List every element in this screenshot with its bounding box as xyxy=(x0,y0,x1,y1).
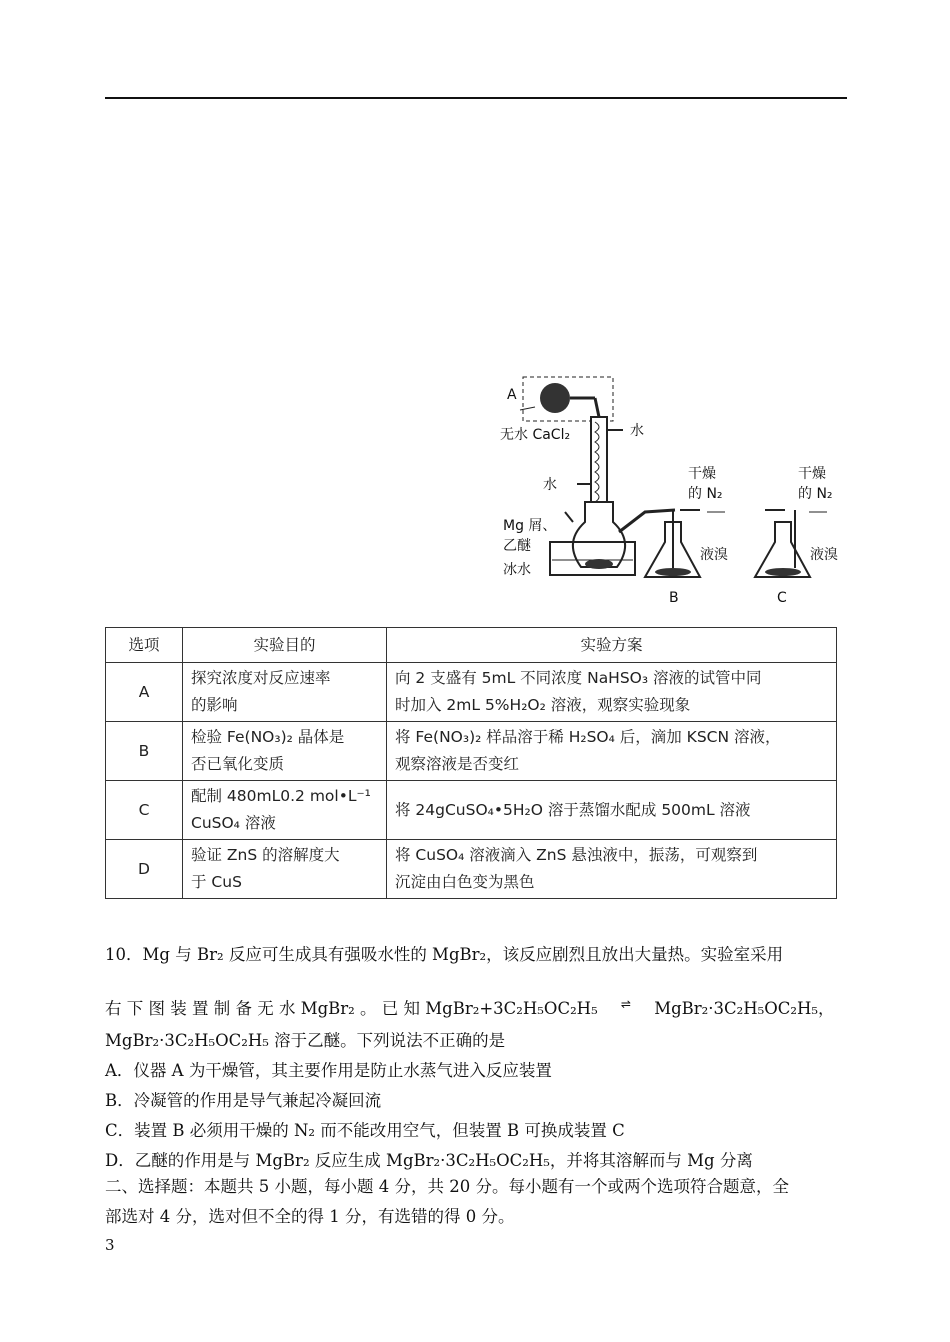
label-water-out: 水 xyxy=(630,423,644,439)
label-c: C xyxy=(777,590,787,606)
plan-line: 将 CuSO₄ 溶液滴入 ZnS 悬浊液中，振荡，可观察到 xyxy=(395,846,758,864)
option-b: B．冷凝管的作用是导气兼起冷凝回流 xyxy=(105,1091,382,1110)
row-aim xyxy=(183,840,387,899)
row-option: A xyxy=(106,663,183,722)
section-heading-line1: 二、选择题：本题共 5 小题，每小题 4 分，共 20 分。每小题有一个或两个选项符合题意，全 xyxy=(105,1177,789,1196)
aim-line: 配制 480mL0.2 mol•L⁻¹ xyxy=(191,787,371,805)
row-aim xyxy=(183,722,387,781)
apparatus-diagram xyxy=(495,372,855,612)
label-b: B xyxy=(669,590,679,606)
section-heading-line2: 部选对 4 分，选对但不全的得 1 分，有选错的得 0 分。 xyxy=(105,1207,515,1226)
table-row xyxy=(106,722,837,781)
page-number: 3 xyxy=(105,1236,115,1254)
aim-line: CuSO₄ 溶液 xyxy=(191,814,276,832)
equilibrium-arrow-icon: ⇌ xyxy=(620,997,631,1011)
row-aim xyxy=(183,781,387,840)
question-stem-line3: MgBr₂·3C₂H₅OC₂H₅ 溶于乙醚。下列说法不正确的是 xyxy=(105,1031,506,1050)
aim-line: 于 CuS xyxy=(191,873,242,891)
label-bromine-c: 液溴 xyxy=(810,547,838,563)
row-plan xyxy=(387,663,837,722)
row-plan xyxy=(387,722,837,781)
table-row xyxy=(106,840,837,899)
table-row xyxy=(106,781,837,840)
table-row xyxy=(106,663,837,722)
label-a: A xyxy=(507,387,517,403)
aim-line: 检验 Fe(NO₃)₂ 晶体是 xyxy=(191,728,345,746)
label-a-leader xyxy=(520,407,535,410)
plan-line: 观察溶液是否变红 xyxy=(395,755,520,773)
drying-tube-bulb xyxy=(540,383,570,413)
label-cacl2: 无水 CaCl₂ xyxy=(500,427,571,443)
label-dry-n2-c-2: 的 N₂ xyxy=(798,486,833,502)
label-dry-n2-b-2: 的 N₂ xyxy=(688,486,723,502)
header-option: 选项 xyxy=(106,628,183,663)
row-plan xyxy=(387,840,837,899)
label-dry-n2-c-1: 干燥 xyxy=(798,466,826,482)
option-c: C．装置 B 必须用干燥的 N₂ 而不能改用空气，但装置 B 可换成装置 C xyxy=(105,1121,625,1140)
question-stem-line1: 10．Mg 与 Br₂ 反应可生成具有强吸水性的 MgBr₂，该反应剧烈且放出大量热。实验室采用 xyxy=(105,945,784,964)
aim-line: 的影响 xyxy=(191,696,238,714)
table-header-row xyxy=(106,628,837,663)
plan-line: 时加入 2mL 5%H₂O₂ 溶液，观察实验现象 xyxy=(395,696,691,714)
apparatus-figure xyxy=(495,372,855,612)
aim-line: 否已氧化变质 xyxy=(191,755,285,773)
option-a: A．仪器 A 为干燥管，其主要作用是防止水蒸气进入反应装置 xyxy=(105,1061,552,1080)
question-stem-line2 xyxy=(105,993,850,1020)
plan-line: 将 Fe(NO₃)₂ 样品溶于稀 H₂SO₄ 后，滴加 KSCN 溶液， xyxy=(395,728,781,746)
row-option: D xyxy=(106,840,183,899)
header-plan: 实验方案 xyxy=(387,628,837,663)
condenser xyxy=(591,417,607,502)
plan-line: 向 2 支盛有 5mL 不同浓度 NaHSO₃ 溶液的试管中同 xyxy=(395,669,762,687)
experiment-table xyxy=(105,627,837,899)
row-option: B xyxy=(106,722,183,781)
option-d: D．乙醚的作用是与 MgBr₂ 反应生成 MgBr₂·3C₂H₅OC₂H₅，并将其溶解而与 Mg 分离 xyxy=(105,1151,753,1170)
label-ether: 乙醚 xyxy=(503,538,531,554)
aim-line: 验证 ZnS 的溶解度大 xyxy=(191,846,340,864)
row-aim xyxy=(183,663,387,722)
plan-line: 将 24gCuSO₄•5H₂O 溶于蒸馏水配成 500mL 溶液 xyxy=(395,800,751,819)
mg-chips xyxy=(585,559,613,569)
label-dry-n2-b-1: 干燥 xyxy=(688,466,716,482)
three-neck-flask xyxy=(573,502,625,567)
header-aim: 实验目的 xyxy=(183,628,387,663)
label-ice-water: 冰水 xyxy=(503,562,531,578)
equation-left: 右 下 图 装 置 制 备 无 水 MgBr₂ 。 已 知 MgBr₂+3C₂H₅OC₂H₅ xyxy=(105,999,598,1018)
row-plan xyxy=(387,781,837,840)
aim-line: 探究浓度对反应速率 xyxy=(191,669,331,687)
header-rule xyxy=(105,97,847,99)
label-mg: Mg 屑、 xyxy=(503,518,557,534)
label-water-in: 水 xyxy=(543,477,557,493)
plan-line: 沉淀由白色变为黑色 xyxy=(395,873,535,891)
label-bromine-b: 液溴 xyxy=(700,547,728,563)
row-option: C xyxy=(106,781,183,840)
equation-right: MgBr₂·3C₂H₅OC₂H₅， xyxy=(654,999,835,1018)
